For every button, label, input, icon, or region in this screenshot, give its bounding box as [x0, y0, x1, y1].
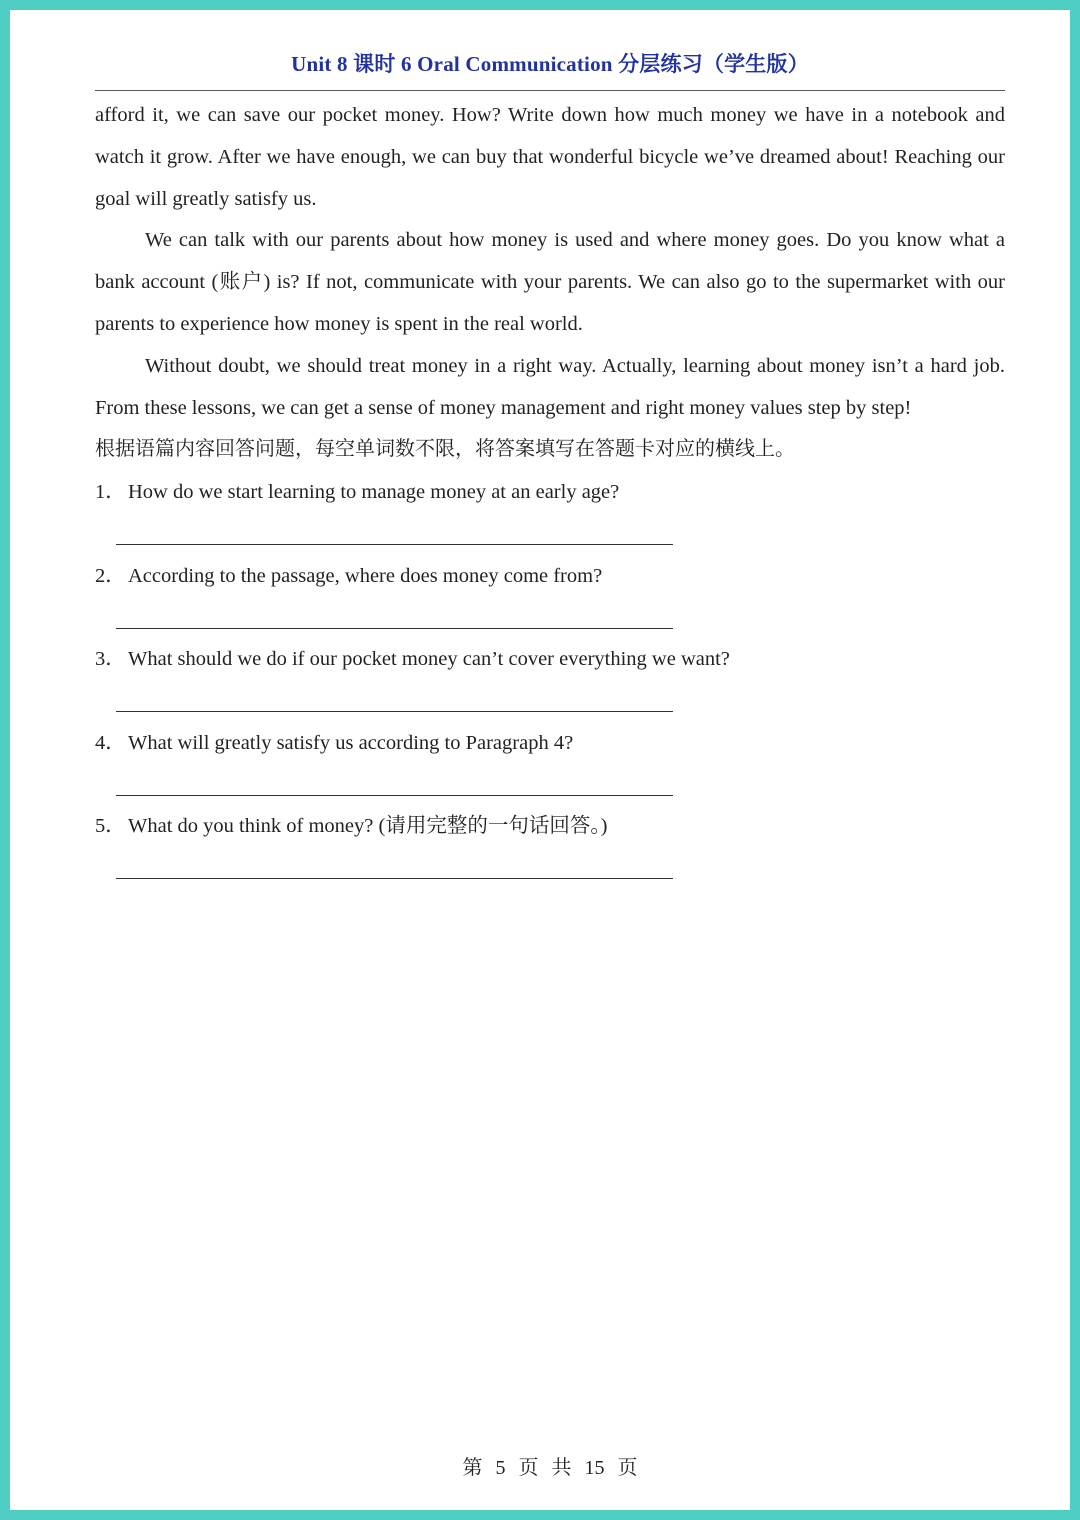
question-number: 1．: [95, 481, 126, 503]
answer-line-1[interactable]: [116, 544, 673, 545]
page-number: 第 5 页 共 15 页: [462, 1457, 638, 1479]
question-4: [95, 728, 1005, 758]
question-number: 4．: [95, 732, 126, 754]
question-text: What do you think of money? (请用完整的一句话回答。): [128, 815, 608, 837]
question-text: According to the passage, where does money come from?: [128, 565, 603, 587]
passage-paragraph: afford it, we can save our pocket money. How? Write down how much money we have in a notebook and watch it grow. After we have enough, we can buy that wonderful bicycle we’ve dreamed about! Reaching our goal will greatly satisfy us.: [95, 104, 1005, 210]
header-divider: [95, 90, 1005, 91]
question-number: 5．: [95, 815, 126, 837]
question-text: How do we start learning to manage money at an early age?: [128, 481, 620, 503]
passage-paragraph: We can talk with our parents about how money is used and where money goes. Do you know what a bank account (账户) is? If not, communicate with your parents. We can also go to the supermarket with our parents to experience how money is spent in the real world.: [95, 229, 1005, 335]
question-number: 3．: [95, 648, 126, 670]
question-1: [95, 477, 1005, 507]
answer-line-4[interactable]: [116, 795, 673, 796]
answer-line-5[interactable]: [116, 878, 673, 879]
answer-line-3[interactable]: [116, 711, 673, 712]
question-text: What will greatly satisfy us according to Paragraph 4?: [128, 732, 574, 754]
passage-paragraph: Without doubt, we should treat money in a right way. Actually, learning about money isn’t a hard job. From these lessons, we can get a sense of money management and right money values step by step!: [95, 354, 1005, 419]
answer-line-2[interactable]: [116, 628, 673, 629]
question-text: What should we do if our pocket money can’t cover everything we want?: [128, 648, 730, 670]
question-2: [95, 561, 1005, 591]
question-number: 2．: [95, 565, 126, 587]
question-3: [95, 644, 1005, 674]
question-5: [95, 811, 1005, 841]
page-title: Unit 8 课时 6 Oral Communication 分层练习（学生版）: [291, 52, 809, 76]
task-instruction: 根据语篇内容回答问题，每空单词数不限，将答案填写在答题卡对应的横线上。: [95, 438, 795, 460]
reading-passage: [95, 95, 1005, 429]
